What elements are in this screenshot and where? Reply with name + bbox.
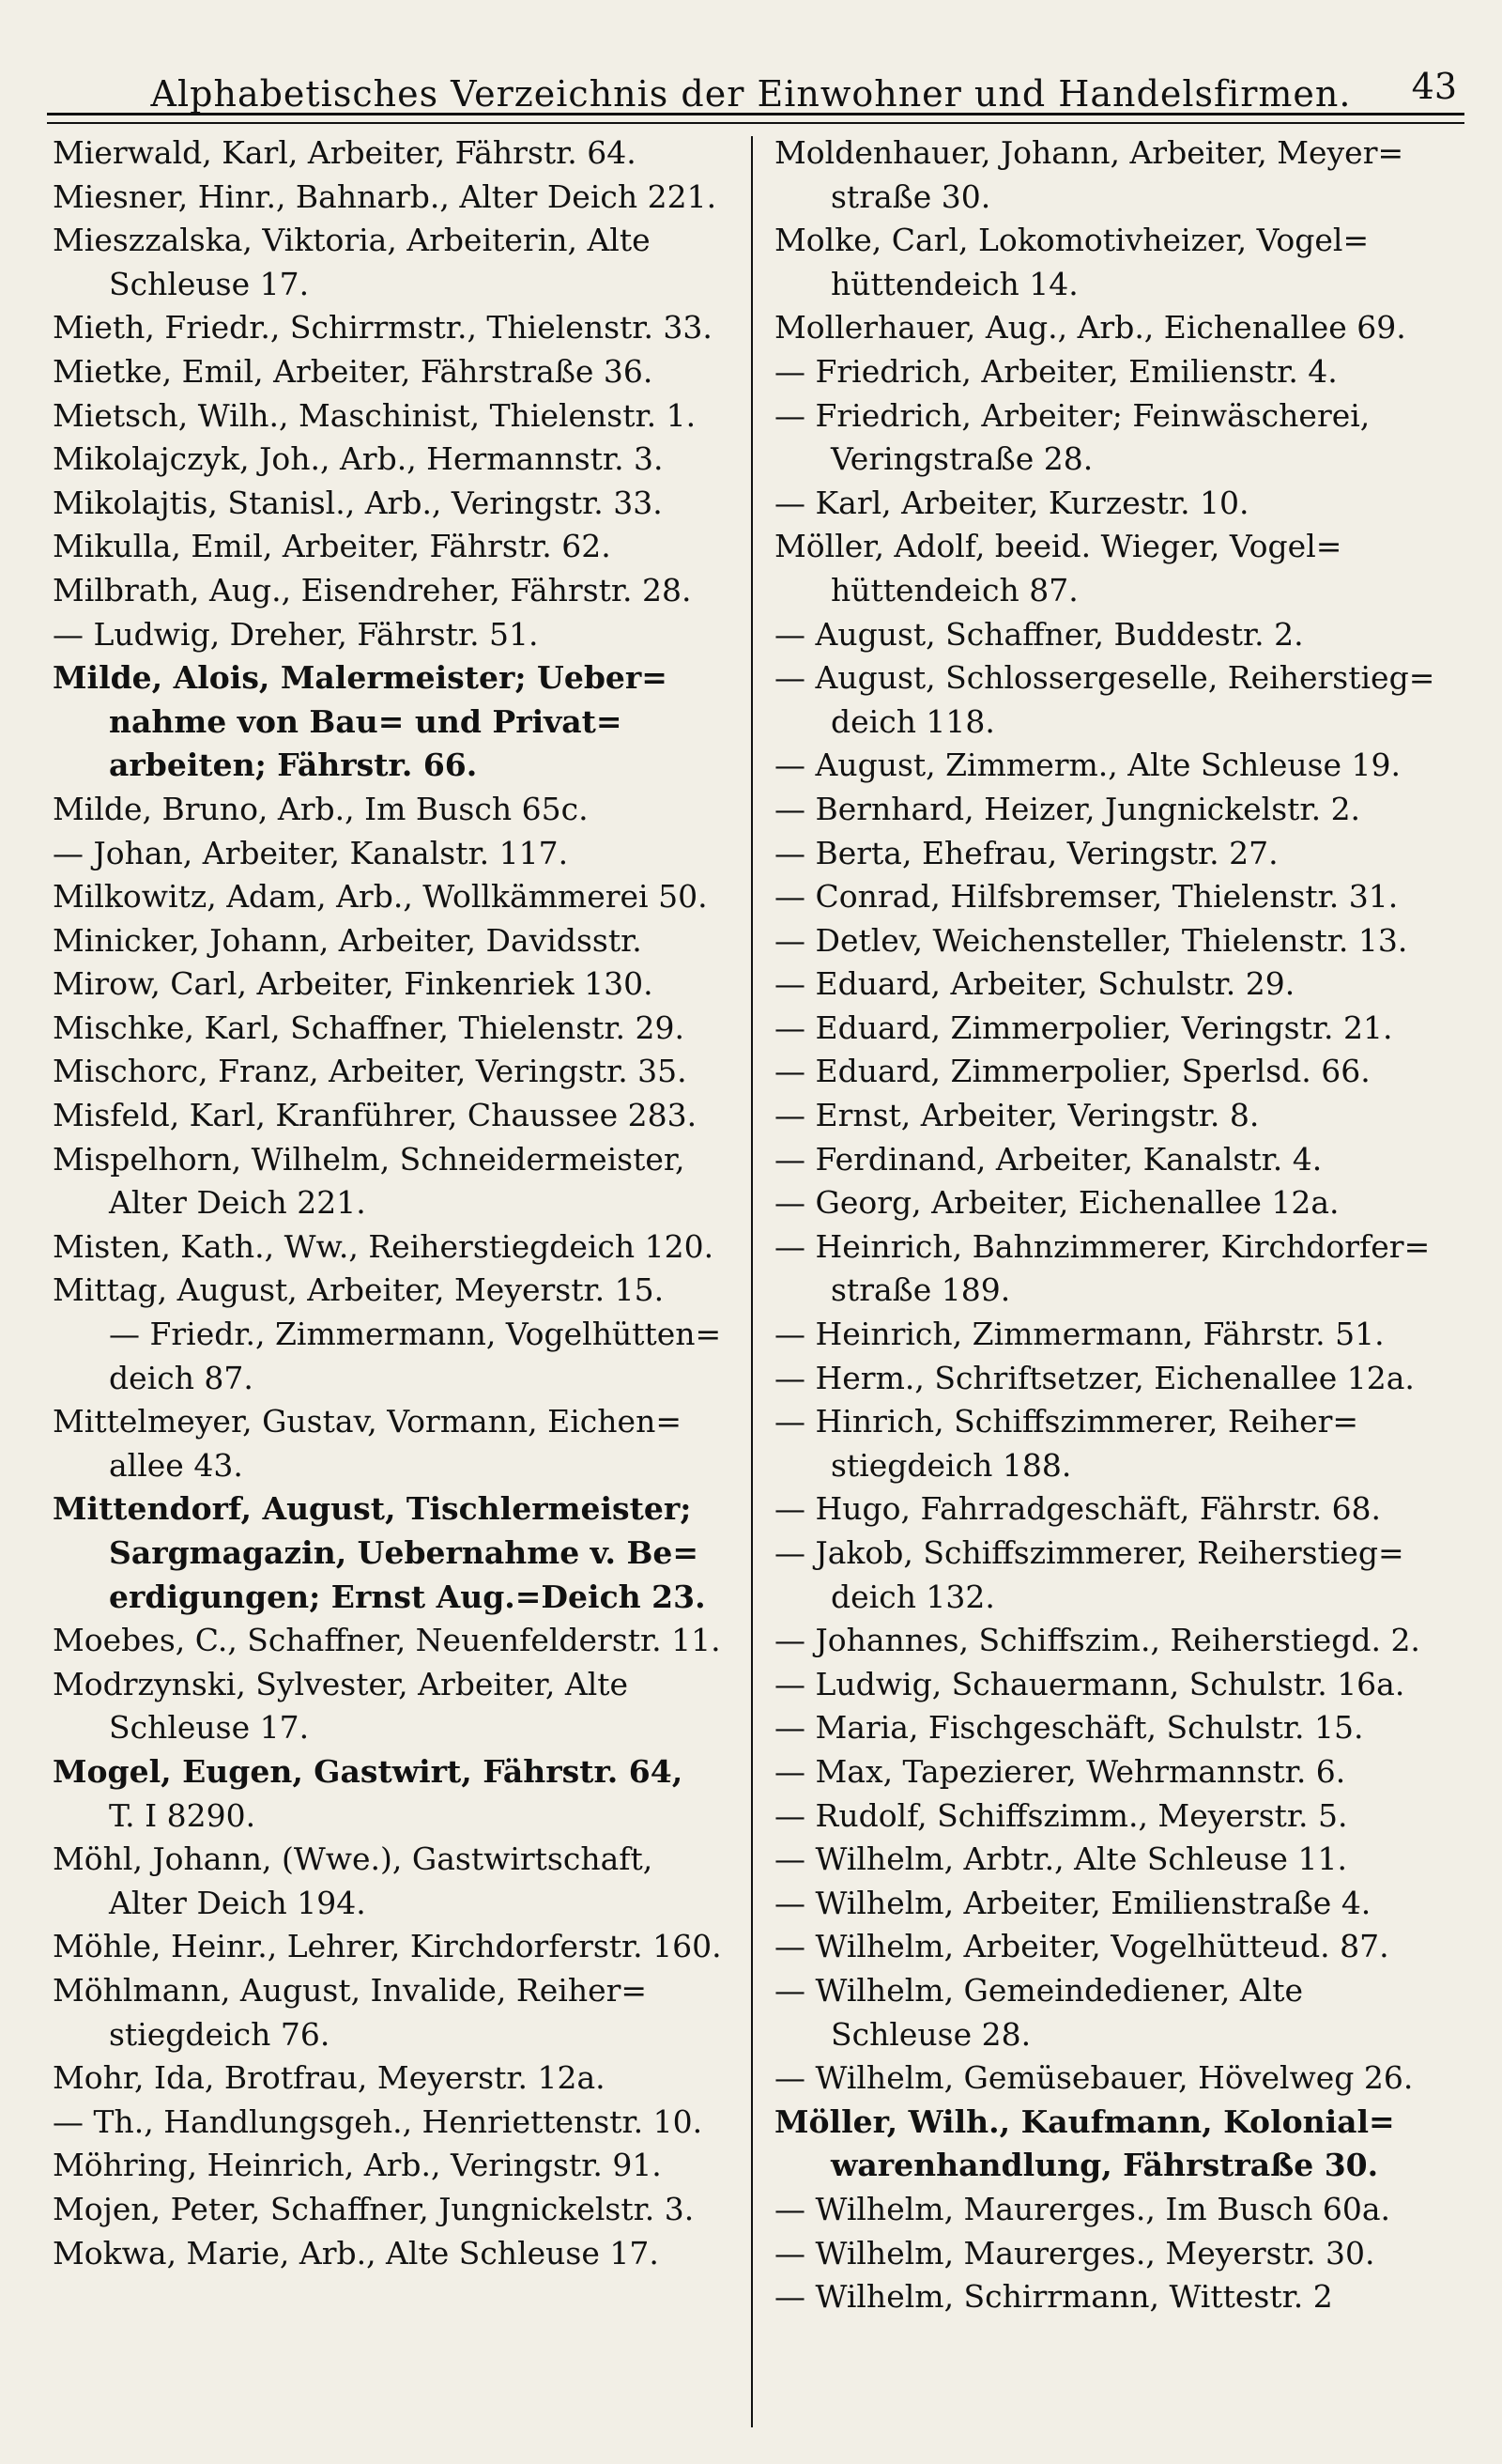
header-rule: [47, 113, 1464, 116]
directory-line: — Eduard, Arbeiter, Schulstr. 29.: [774, 965, 1295, 1003]
directory-line: — Wilhelm, Maurerges., Meyerstr. 30.: [774, 2234, 1375, 2272]
directory-line: Möller, Adolf, beeid. Wieger, Vogel=: [774, 528, 1342, 565]
directory-line: Milde, Alois, Malermeister; Ueber=: [53, 659, 667, 697]
directory-line: Mokwa, Marie, Arb., Alte Schleuse 17.: [53, 2234, 659, 2272]
directory-line: — Friedrich, Arbeiter, Emilienstr. 4.: [774, 352, 1338, 390]
directory-line: — Conrad, Hilfsbremser, Thielenstr. 31.: [774, 878, 1399, 916]
directory-line: — Johan, Arbeiter, Kanalstr. 117.: [53, 834, 569, 871]
directory-line: Mietke, Emil, Arbeiter, Fährstraße 36.: [53, 352, 653, 390]
directory-line: Milde, Bruno, Arb., Im Busch 65c.: [53, 790, 589, 827]
directory-line: Schleuse 28.: [831, 2015, 1032, 2053]
directory-line: Milkowitz, Adam, Arb., Wollkämmerei 50.: [53, 878, 708, 916]
directory-line: Mojen, Peter, Schaffner, Jungnickelstr. 3.: [53, 2190, 695, 2227]
directory-line: — Heinrich, Bahnzimmerer, Kirchdorfer=: [774, 1227, 1431, 1265]
directory-line: — August, Zimmerm., Alte Schleuse 19.: [774, 747, 1402, 784]
directory-line: — Friedr., Zimmermann, Vogelhütten=: [109, 1316, 722, 1353]
directory-line: Schleuse 17.: [109, 1709, 310, 1747]
directory-line: — Eduard, Zimmerpolier, Veringstr. 21.: [774, 1009, 1393, 1046]
directory-line: — Bernhard, Heizer, Jungnickelstr. 2.: [774, 790, 1361, 827]
directory-line: — Ludwig, Schauermann, Schulstr. 16a.: [774, 1665, 1405, 1702]
directory-line: Mikolajtis, Stanisl., Arb., Veringstr. 33.: [53, 484, 663, 521]
directory-line: Mierwald, Karl, Arbeiter, Fährstr. 64.: [53, 134, 636, 171]
directory-line: Mikulla, Emil, Arbeiter, Fährstr. 62.: [53, 528, 611, 565]
directory-line: Mirow, Carl, Arbeiter, Finkenriek 130.: [53, 965, 653, 1003]
directory-line: straße 189.: [831, 1271, 1011, 1309]
directory-line: Misten, Kath., Ww., Reiherstiegdeich 120.: [53, 1227, 714, 1265]
directory-line: Möhring, Heinrich, Arb., Veringstr. 91.: [53, 2147, 662, 2184]
directory-line: hüttendeich 87.: [831, 571, 1079, 608]
directory-line: Möller, Wilh., Kaufmann, Kolonial=: [774, 2102, 1395, 2140]
directory-line: — Jakob, Schiffszimmerer, Reiherstieg=: [774, 1534, 1404, 1571]
directory-line: Mischorc, Franz, Arbeiter, Veringstr. 35.: [53, 1053, 687, 1090]
directory-line: — Ludwig, Dreher, Fährstr. 51.: [53, 615, 539, 653]
directory-line: — Ernst, Arbeiter, Veringstr. 8.: [774, 1097, 1260, 1134]
directory-line: — Wilhelm, Gemüsebauer, Hövelweg 26.: [774, 2059, 1414, 2097]
directory-line: Mittelmeyer, Gustav, Vormann, Eichen=: [53, 1403, 682, 1440]
directory-line: Mieth, Friedr., Schirrmstr., Thielenstr. 33.: [53, 309, 713, 346]
directory-line: Alter Deich 194.: [109, 1884, 366, 1921]
directory-line: Mieszzalska, Viktoria, Arbeiterin, Alte: [53, 222, 651, 259]
directory-line: stiegdeich 76.: [109, 2015, 330, 2053]
directory-line: — Berta, Ehefrau, Veringstr. 27.: [774, 834, 1279, 871]
directory-line: Molke, Carl, Lokomotivheizer, Vogel=: [774, 222, 1370, 259]
directory-line: Mogel, Eugen, Gastwirt, Fährstr. 64,: [53, 1752, 683, 1790]
directory-line: Modrzynski, Sylvester, Arbeiter, Alte: [53, 1665, 629, 1702]
directory-line: — Hinrich, Schiffszimmerer, Reiher=: [774, 1403, 1359, 1440]
directory-line: Schleuse 17.: [109, 265, 310, 302]
directory-line: Mohr, Ida, Brotfrau, Meyerstr. 12a.: [53, 2059, 605, 2097]
directory-line: — Wilhelm, Maurerges., Im Busch 60a.: [774, 2190, 1391, 2227]
directory-line: Moldenhauer, Johann, Arbeiter, Meyer=: [774, 134, 1404, 171]
directory-line: Minicker, Johann, Arbeiter, Davidsstr.: [53, 921, 642, 959]
directory-line: Mittendorf, August, Tischlermeister;: [53, 1490, 692, 1528]
directory-line: — August, Schlossergeselle, Reiherstieg=: [774, 659, 1435, 697]
directory-line: — Wilhelm, Schirrmann, Wittestr. 2: [774, 2278, 1333, 2316]
directory-line: — Wilhelm, Gemeindediener, Alte: [774, 1971, 1304, 2009]
directory-line: — August, Schaffner, Buddestr. 2.: [774, 615, 1304, 653]
directory-line: arbeiten; Fährstr. 66.: [109, 747, 478, 784]
directory-line: Sargmagazin, Uebernahme v. Be=: [109, 1534, 699, 1571]
directory-line: Mietsch, Wilh., Maschinist, Thielenstr. 1.: [53, 396, 697, 434]
directory-line: — Johannes, Schiffszim., Reiherstiegd. 2.: [774, 1622, 1420, 1659]
directory-line: erdigungen; Ernst Aug.=Deich 23.: [109, 1578, 706, 1615]
directory-line: Möhl, Johann, (Wwe.), Gastwirtschaft,: [53, 1840, 653, 1878]
directory-line: Möhlmann, August, Invalide, Reiher=: [53, 1971, 648, 2009]
directory-line: warenhandlung, Fährstraße 30.: [831, 2147, 1379, 2184]
directory-line: allee 43.: [109, 1446, 243, 1484]
directory-line: Miesner, Hinr., Bahnarb., Alter Deich 221.: [53, 177, 717, 215]
directory-line: Moebes, C., Schaffner, Neuenfelderstr. 11.: [53, 1622, 721, 1659]
directory-line: — Heinrich, Zimmermann, Fährstr. 51.: [774, 1316, 1385, 1353]
directory-line: — Detlev, Weichensteller, Thielenstr. 13.: [774, 921, 1408, 959]
directory-line: — Rudolf, Schiffszimm., Meyerstr. 5.: [774, 1796, 1348, 1834]
directory-line: deich 118.: [831, 702, 995, 740]
directory-line: — Th., Handlungsgeh., Henriettenstr. 10.: [53, 2102, 703, 2140]
left-column: [53, 131, 724, 2275]
header-title: Alphabetisches Verzeichnis der Einwohner und Handelsfirmen.: [150, 73, 1352, 115]
directory-line: hüttendeich 14.: [831, 265, 1079, 302]
directory-line: — Friedrich, Arbeiter; Feinwäscherei,: [774, 396, 1371, 434]
directory-line: Möhle, Heinr., Lehrer, Kirchdorferstr. 160.: [53, 1928, 722, 1965]
directory-line: nahme von Bau= und Privat=: [109, 702, 622, 740]
directory-line: Mischke, Karl, Schaffner, Thielenstr. 29.: [53, 1009, 685, 1046]
directory-line: Veringstraße 28.: [831, 440, 1094, 478]
directory-line: Alter Deich 221.: [109, 1184, 366, 1222]
directory-line: — Herm., Schriftsetzer, Eichenallee 12a.: [774, 1359, 1415, 1396]
directory-line: Mispelhorn, Wilhelm, Schneidermeister,: [53, 1140, 685, 1178]
directory-line: deich 132.: [831, 1578, 995, 1615]
directory-line: — Karl, Arbeiter, Kurzestr. 10.: [774, 484, 1249, 521]
directory-line: — Ferdinand, Arbeiter, Kanalstr. 4.: [774, 1140, 1323, 1178]
directory-line: Milbrath, Aug., Eisendreher, Fährstr. 28.: [53, 571, 692, 608]
header-rule-thin: [47, 122, 1464, 124]
directory-line: — Wilhelm, Arbtr., Alte Schleuse 11.: [774, 1840, 1347, 1878]
page-number: 43: [1411, 66, 1457, 107]
directory-line: stiegdeich 188.: [831, 1446, 1072, 1484]
directory-line: — Wilhelm, Arbeiter, Vogelhütteud. 87.: [774, 1928, 1389, 1965]
directory-line: deich 87.: [109, 1359, 253, 1396]
directory-line: — Eduard, Zimmerpolier, Sperlsd. 66.: [774, 1053, 1371, 1090]
directory-line: Mikolajczyk, Joh., Arb., Hermannstr. 3.: [53, 440, 664, 478]
directory-line: T. I 8290.: [109, 1796, 256, 1834]
directory-line: — Maria, Fischgeschäft, Schulstr. 15.: [774, 1709, 1364, 1747]
directory-line: — Hugo, Fahrradgeschäft, Fährstr. 68.: [774, 1490, 1382, 1528]
directory-line: Mittag, August, Arbeiter, Meyerstr. 15.: [53, 1271, 665, 1309]
column-divider: [751, 136, 753, 2427]
directory-line: Mollerhauer, Aug., Arb., Eichenallee 69.: [774, 309, 1406, 346]
directory-line: straße 30.: [831, 177, 991, 215]
directory-line: — Max, Tapezierer, Wehrmannstr. 6.: [774, 1752, 1346, 1790]
directory-line: — Georg, Arbeiter, Eichenallee 12a.: [774, 1184, 1340, 1222]
page-header: [0, 28, 1502, 113]
directory-line: — Wilhelm, Arbeiter, Emilienstraße 4.: [774, 1884, 1372, 1921]
directory-line: Misfeld, Karl, Kranführer, Chaussee 283.: [53, 1097, 697, 1134]
right-column: [774, 131, 1464, 2319]
